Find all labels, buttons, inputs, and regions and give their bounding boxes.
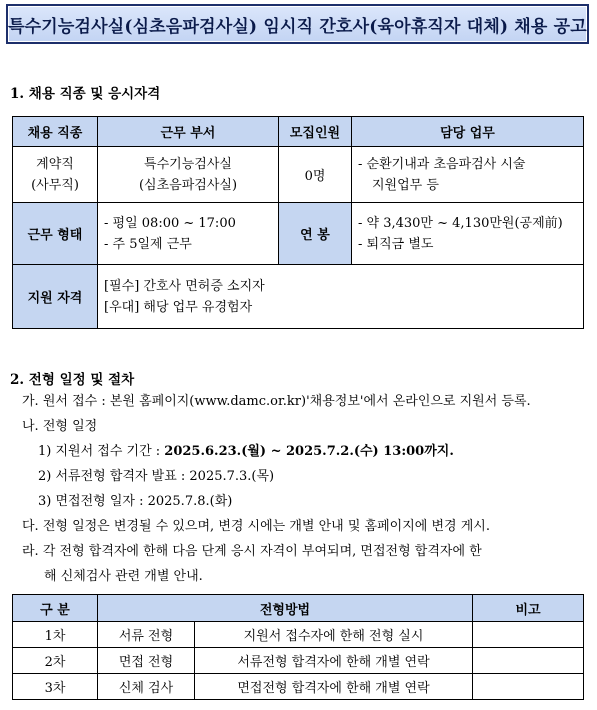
department-cell (98, 147, 279, 203)
recruitment-table-header (13, 117, 584, 147)
schedule-item-1-period: 2025.6.23.(월) ~ 2025.7.2.(수) 13:00까지. (164, 444, 454, 459)
qualification-label: 지원 자격 (13, 265, 98, 329)
header-job-type: 채용 직종 (13, 117, 98, 147)
selection-row (13, 648, 584, 674)
header-note: 비고 (473, 595, 584, 622)
schedule-item-1 (38, 440, 454, 459)
announcement-title: 특수기능검사실(심초음파검사실) 임시직 간호사(육아휴직자 대체) 채용 공고 (8, 16, 587, 37)
job-type-line: 계약직 (36, 156, 74, 172)
salary-label: 연 봉 (279, 203, 352, 265)
duties-cell (352, 147, 584, 203)
announcement-title-bar (6, 4, 589, 44)
job-type-line: (사무직) (31, 177, 79, 193)
stage-name-cell: 서류 전형 (98, 622, 195, 648)
duties-line: 지원업무 등 (372, 177, 439, 193)
stage-cell: 3차 (13, 674, 98, 700)
recruitment-row (13, 147, 584, 203)
duties-line: - 순환기내과 초음파검사 시술 (358, 156, 526, 172)
headcount-cell: 0명 (279, 147, 352, 203)
work-type-cell (98, 203, 279, 265)
stage-note-cell (473, 674, 584, 700)
department-line: (심초음파검사실) (138, 177, 238, 193)
selection-row (13, 674, 584, 700)
schedule-change-note: 다. 전형 일정은 변경될 수 있으며, 변경 시에는 개별 안내 및 홈페이지에 변경 게시. (22, 519, 490, 534)
schedule-item-2: 2) 서류전형 합격자 발표 : 2025.7.3.(목) (38, 469, 275, 484)
selection-table-header (13, 595, 584, 622)
stage-note-cell (473, 648, 584, 674)
stage-name-cell: 신체 검사 (98, 674, 195, 700)
schedule-item-3: 3) 면접전형 일자 : 2025.7.8.(화) (38, 494, 233, 509)
next-stage-note-line1: 라. 각 전형 합격자에 한해 다음 단계 응시 자격이 부여되며, 면접전형 합격자에 한 (22, 544, 482, 559)
selection-process-table (12, 594, 584, 700)
section1-heading: 1. 채용 직종 및 응시자격 (10, 86, 161, 102)
schedule-heading-line: 나. 전형 일정 (22, 419, 98, 434)
work-row (13, 203, 584, 265)
next-stage-note-line2: 해 신체검사 관련 개별 안내. (44, 569, 203, 584)
header-duties: 담당 업무 (352, 117, 584, 147)
department-line: 특수기능검사실 (144, 156, 232, 172)
stage-note-cell (473, 622, 584, 648)
job-type-cell (13, 147, 98, 203)
header-stage: 구 분 (13, 595, 98, 622)
salary-line: - 약 3,430만 ~ 4,130만원(공제前) (358, 215, 563, 231)
qualification-cell (98, 265, 584, 329)
stage-cell: 2차 (13, 648, 98, 674)
qualification-row (13, 265, 584, 329)
qualification-line: [필수] 간호사 면허증 소지자 (104, 278, 265, 294)
stage-cell: 1차 (13, 622, 98, 648)
work-type-line: - 주 5일제 근무 (104, 236, 192, 252)
application-line: 가. 원서 접수 : 본원 홈페이지(www.damc.or.kr)'채용정보'에서 온라인으로 지원서 등록. (22, 394, 531, 409)
qualification-line: [우대] 해당 업무 유경험자 (104, 299, 253, 315)
stage-desc-cell: 지원서 접수자에 한해 전형 실시 (195, 622, 473, 648)
salary-line: - 퇴직금 별도 (358, 236, 434, 252)
salary-cell (352, 203, 584, 265)
work-type-label: 근무 형태 (13, 203, 98, 265)
work-type-line: - 평일 08:00 ~ 17:00 (104, 215, 236, 231)
header-department: 근무 부서 (98, 117, 279, 147)
recruitment-table (12, 116, 584, 329)
header-method: 전형방법 (98, 595, 473, 622)
selection-row (13, 622, 584, 648)
header-headcount: 모집인원 (279, 117, 352, 147)
section2-heading: 2. 전형 일정 및 절차 (10, 372, 135, 388)
schedule-item-1-prefix: 1) 지원서 접수 기간 : (38, 444, 165, 459)
stage-desc-cell: 서류전형 합격자에 한해 개별 연락 (195, 648, 473, 674)
stage-desc-cell: 면접전형 합격자에 한해 개별 연락 (195, 674, 473, 700)
stage-name-cell: 면접 전형 (98, 648, 195, 674)
